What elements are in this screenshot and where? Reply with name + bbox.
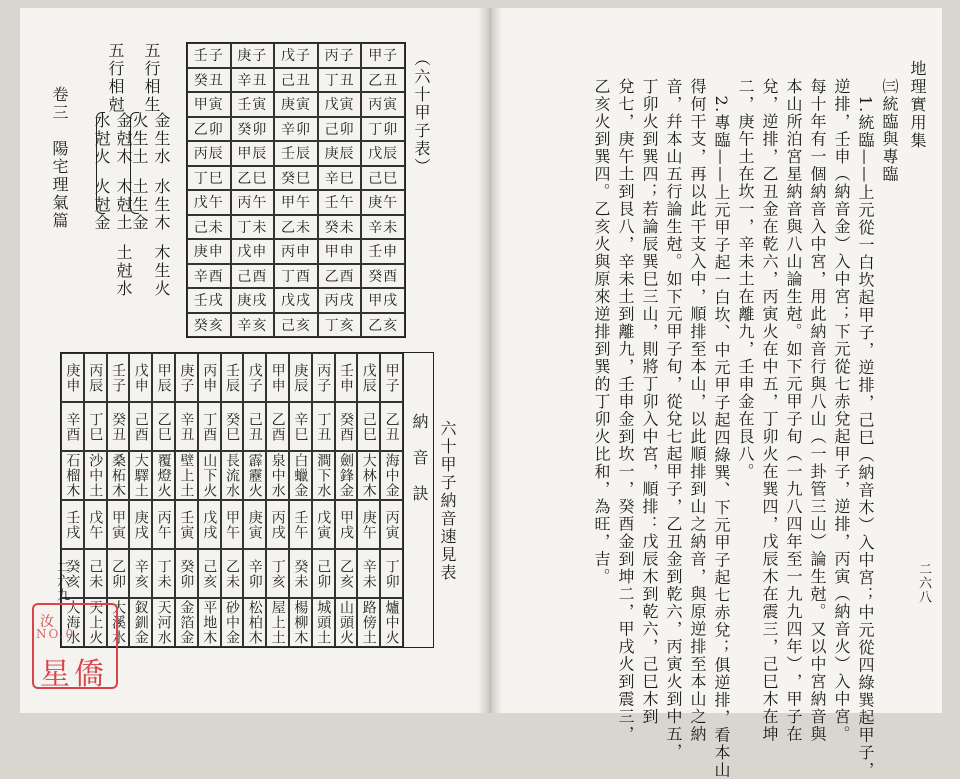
nayin-ganzhi-cell: 辛未 [357,549,380,598]
jiazi-cell: 丁巳 [187,166,231,191]
nayin-ganzhi-cell: 庚寅 [243,500,266,549]
sheng-item: 木生火 [152,244,171,298]
nayin-element-cell: 平地木 [198,598,221,647]
book-gutter [478,8,502,713]
nayin-element-cell: 桑柘木 [107,451,130,500]
nayin-element-cell: 屋上土 [266,598,289,647]
nayin-ganzhi-cell: 乙丑 [380,402,403,451]
nayin-ganzhi-cell: 庚午 [357,500,380,549]
nayin-element-cell: 金箔金 [175,598,198,647]
jiazi-table-title: ︵六十甲子表︶ [412,50,431,176]
jiazi-cell: 甲寅 [187,92,231,117]
nayin-ganzhi-cell: 丁卯 [380,549,403,598]
nayin-ganzhi-cell: 癸酉 [335,402,358,451]
nayin-element-cell: 澗下水 [312,451,335,500]
ke-item: 木尅土 [114,178,133,232]
body-text-line: 2.專臨——上元甲子起一白坎、中元甲子起四綠巽、下元甲子起七赤兌；俱逆排，看本山 [712,78,731,779]
jiazi-cell: 乙酉 [318,264,362,289]
nayin-ganzhi-cell: 庚申 [61,353,84,402]
nayin-element-cell: 城頭土 [312,598,335,647]
jiazi-cell: 戊申 [231,239,275,264]
stamp-text: 星僑 [40,657,108,692]
nayin-ganzhi-cell: 甲辰 [152,353,175,402]
nayin-ganzhi-cell: 乙亥 [335,549,358,598]
jiazi-cell: 丁未 [231,215,275,240]
jiazi-cell: 辛丑 [231,68,275,93]
nayin-ganzhi-cell: 辛亥 [129,549,152,598]
body-text-line: 得何干支，再以此干支入中，順排至本山，以此順排到山之納音，與原逆排至本山之納 [688,78,707,743]
jiazi-cell: 癸卯 [231,117,275,142]
nayin-element-cell: 釵釧金 [129,598,152,647]
nayin-ganzhi-cell: 癸未 [289,549,312,598]
nayin-ganzhi-cell: 丙寅 [380,500,403,549]
nayin-ganzhi-cell: 辛酉 [61,402,84,451]
nayin-ganzhi-cell: 己卯 [312,549,335,598]
nayin-ganzhi-cell: 乙未 [221,549,244,598]
jiazi-cell: 庚申 [187,239,231,264]
body-text-line: 逆排，壬申︵納音金︶入中宮；下元從七赤兌起甲子，逆排，丙寅︵納音火︶入中宮。 [832,78,851,743]
jiazi-cell: 戊午 [187,190,231,215]
body-text-line: 丁卯火到巽四；若論辰巽巳三山，則將丁卯入中宮，順排：戊辰木到乾六，己巳木到 [640,78,659,726]
sheng-item: 土生金 [130,178,149,232]
sheng-item: 火生土 [130,112,149,166]
jiazi-cell: 庚戌 [231,288,275,313]
body-text-line: 二，庚午土在坎一，辛未土在離九，壬申金在艮八。 [736,78,755,481]
nayin-ganzhi-cell: 甲申 [266,353,289,402]
nayin-element-cell: 路傍土 [357,598,380,647]
jiazi-cell: 丁卯 [361,117,405,142]
ke-item: 土尅水 [114,244,133,298]
jiazi-cell: 庚子 [231,43,275,68]
jiazi-cell: 丁丑 [318,68,362,93]
jiazi-cell: 丙寅 [361,92,405,117]
jiazi-cell: 己巳 [361,166,405,191]
nayin-ganzhi-cell: 甲午 [221,500,244,549]
jiazi-cell: 乙亥 [361,313,405,338]
section-heading: ㈢統臨與專臨 [880,78,899,183]
jiazi-cell: 壬辰 [274,141,318,166]
nayin-header: 納 音 訣 [410,413,429,503]
nayin-ganzhi-cell: 丙辰 [84,353,107,402]
nayin-element-cell: 石榴木 [61,451,84,500]
nayin-ganzhi-cell: 丁酉 [198,402,221,451]
body-text-line: 本山所泊宮星納音與八山論生尅。如下元甲子旬︵一九八四年至一九九四年︶，甲子在 [784,78,803,743]
jiazi-cell: 丙申 [274,239,318,264]
nayin-ganzhi-cell: 乙巳 [152,402,175,451]
stamp-number: NO.0 [36,627,76,641]
nayin-element-cell: 覆燈火 [152,451,175,500]
nayin-ganzhi-cell: 癸丑 [107,402,130,451]
nayin-ganzhi-cell: 乙卯 [107,549,130,598]
nayin-ganzhi-cell: 甲子 [380,353,403,402]
nayin-ganzhi-cell: 癸亥 [61,549,84,598]
nayin-element-cell: 霹靂火 [243,451,266,500]
nayin-ganzhi-cell: 丁亥 [266,549,289,598]
jiazi-cell: 癸未 [318,215,362,240]
nayin-ganzhi-cell: 庚辰 [289,353,312,402]
jiazi-cell: 癸丑 [187,68,231,93]
nayin-ganzhi-cell: 戊戌 [198,500,221,549]
nayin-ganzhi-cell: 庚子 [175,353,198,402]
body-text-line: 音，幷本山五行論生尅。如下元甲子旬，從兌七起甲子，乙丑金到乾六，丙寅火到中五， [664,78,683,761]
nayin-element-cell: 天上火 [84,598,107,647]
jiazi-cell: 丙午 [231,190,275,215]
nayin-ganzhi-cell: 己亥 [198,549,221,598]
nayin-element-cell: 爐中火 [380,598,403,647]
jiazi-cell: 戊寅 [318,92,362,117]
jiazi-cell: 乙丑 [361,68,405,93]
nayin-ganzhi-cell: 己巳 [357,402,380,451]
nayin-element-cell: 山頭火 [335,598,358,647]
nayin-element-cell: 天河水 [152,598,175,647]
body-text-line: 兌七，庚午土到艮八，辛未土到離九，壬申金到坎一，癸酉金到坤二，甲戌火到震三， [616,78,635,743]
nayin-ganzhi-cell: 己丑 [243,402,266,451]
right-running-header: 地理實用集 [908,60,927,150]
jiazi-cell: 乙未 [274,215,318,240]
jiazi-cell: 辛酉 [187,264,231,289]
jiazi-cell: 己卯 [318,117,362,142]
stamp-small-text: 汝 [40,614,54,630]
nayin-ganzhi-cell: 壬寅 [175,500,198,549]
left-page-number: 二六九 [54,560,69,602]
jiazi-cell: 戊辰 [361,141,405,166]
jiazi-cell: 庚午 [361,190,405,215]
nayin-ganzhi-cell: 戊午 [84,500,107,549]
nayin-header-column [404,352,434,648]
nayin-element-cell: 大海水 [61,598,84,647]
seal-stamp [32,603,118,692]
nayin-ganzhi-cell: 丁丑 [312,402,335,451]
nayin-ganzhi-cell: 丙戌 [266,500,289,549]
jiazi-cell: 辛亥 [231,313,275,338]
nayin-element-cell: 楊柳木 [289,598,312,647]
nayin-ganzhi-cell: 甲寅 [107,500,130,549]
nayin-ganzhi-cell: 辛丑 [175,402,198,451]
jiazi-table [186,42,406,338]
nayin-element-cell: 海中金 [380,451,403,500]
sheng-item: 水生木 [152,178,171,232]
nayin-ganzhi-cell: 乙酉 [266,402,289,451]
nayin-ganzhi-cell: 壬戌 [61,500,84,549]
nayin-element-cell: 白蠟金 [289,451,312,500]
nayin-ganzhi-cell: 戊子 [243,353,266,402]
nayin-element-cell: 長流水 [221,451,244,500]
nayin-element-cell: 劍鋒金 [335,451,358,500]
nayin-ganzhi-cell: 丙午 [152,500,175,549]
nayin-ganzhi-cell: 戊申 [129,353,152,402]
jiazi-cell: 庚寅 [274,92,318,117]
nayin-ganzhi-cell: 癸巳 [221,402,244,451]
jiazi-cell: 己丑 [274,68,318,93]
jiazi-cell: 己酉 [231,264,275,289]
nayin-ganzhi-cell: 庚戌 [129,500,152,549]
nayin-element-cell: 大溪水 [107,598,130,647]
ke-item: 金尅木 [114,112,133,166]
body-text-line: 每十年有一個納音入中宮，用此納音行與八山︵一卦管三山︶論生尅。又以中宮納音與 [808,78,827,743]
body-text-line: 1.統臨——上元從一白坎起甲子，逆排，己巳︵納音木︶入中宮；中元從四綠巽起甲子， [856,78,875,779]
jiazi-cell: 辛巳 [318,166,362,191]
nayin-element-cell: 泉中水 [266,451,289,500]
nayin-element-cell: 山下火 [198,451,221,500]
jiazi-cell: 辛卯 [274,117,318,142]
nayin-element-cell: 砂中金 [221,598,244,647]
left-running-header: 卷三 陽宅理氣篇 [50,86,69,230]
wuxing-sheng-title: 五行相生 [142,42,161,114]
nayin-ganzhi-cell: 戊辰 [357,353,380,402]
body-text-line: 兌，逆排，乙丑金在乾六，丙寅火在中五，丁卯火在巽四，戊辰木在震三，己巳木在坤 [760,78,779,743]
jiazi-cell: 癸酉 [361,264,405,289]
jiazi-cell: 甲申 [318,239,362,264]
jiazi-cell: 癸亥 [187,313,231,338]
sheng-item: 金生水 [152,112,171,166]
jiazi-cell: 丙辰 [187,141,231,166]
right-page-number: 二六八 [916,562,931,604]
nayin-ganzhi-cell: 丙子 [312,353,335,402]
jiazi-cell: 辛未 [361,215,405,240]
ke-item: 火尅金 [92,178,111,232]
nayin-ganzhi-cell: 丁未 [152,549,175,598]
jiazi-cell: 甲午 [274,190,318,215]
nayin-ganzhi-cell: 壬子 [107,353,130,402]
nayin-ganzhi-cell: 甲戌 [335,500,358,549]
jiazi-cell: 甲戌 [361,288,405,313]
jiazi-cell: 戊子 [274,43,318,68]
body-text-line: 乙亥火到巽四。乙亥火與原來逆排到巽的丁卯火比和，為旺，吉。 [592,78,611,586]
nayin-ganzhi-cell: 辛卯 [243,549,266,598]
jiazi-cell: 庚辰 [318,141,362,166]
nayin-element-cell: 沙中土 [84,451,107,500]
jiazi-cell: 癸巳 [274,166,318,191]
nayin-element-cell: 大驛土 [129,451,152,500]
jiazi-cell: 丁酉 [274,264,318,289]
nayin-ganzhi-cell: 戊寅 [312,500,335,549]
jiazi-cell: 丙子 [318,43,362,68]
jiazi-cell: 壬子 [187,43,231,68]
nayin-ganzhi-cell: 辛巳 [289,402,312,451]
wuxing-ke-title: 五行相尅 [106,42,125,114]
nayin-ganzhi-cell: 己未 [84,549,107,598]
nayin-element-cell: 松柏木 [243,598,266,647]
jiazi-cell: 乙巳 [231,166,275,191]
jiazi-cell: 己未 [187,215,231,240]
jiazi-cell: 壬申 [361,239,405,264]
jiazi-cell: 戊戌 [274,288,318,313]
jiazi-cell: 甲子 [361,43,405,68]
nayin-ganzhi-cell: 丙申 [198,353,221,402]
nayin-element-cell: 壁上土 [175,451,198,500]
nayin-element-cell: 大林木 [357,451,380,500]
jiazi-cell: 己亥 [274,313,318,338]
nayin-ganzhi-cell: 丁巳 [84,402,107,451]
nayin-ganzhi-cell: 壬午 [289,500,312,549]
jiazi-cell: 乙卯 [187,117,231,142]
jiazi-cell: 壬戌 [187,288,231,313]
nayin-ganzhi-cell: 壬申 [335,353,358,402]
nayin-ganzhi-cell: 壬辰 [221,353,244,402]
nayin-ganzhi-cell: 癸卯 [175,549,198,598]
nayin-ganzhi-cell: 己酉 [129,402,152,451]
jiazi-cell: 丁亥 [318,313,362,338]
ke-item: 水尅火 [92,112,111,166]
jiazi-cell: 壬寅 [231,92,275,117]
nayin-table-title: 六十甲子納音速見表 [438,420,457,582]
jiazi-cell: 甲辰 [231,141,275,166]
jiazi-cell: 壬午 [318,190,362,215]
jiazi-cell: 丙戌 [318,288,362,313]
